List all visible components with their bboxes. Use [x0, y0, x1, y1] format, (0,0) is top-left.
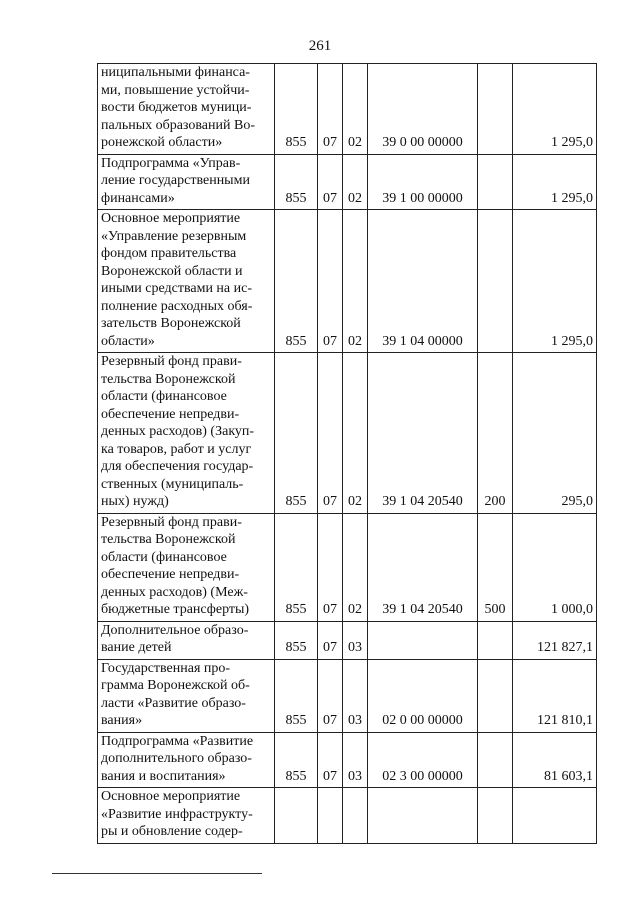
- item-name-line: вание детей: [101, 640, 172, 655]
- grbs-cell: 855: [275, 64, 318, 155]
- amount-cell: 81 603,1: [513, 732, 597, 788]
- grbs-cell: 855: [275, 513, 318, 621]
- item-name-line: области (финансовое: [101, 389, 227, 404]
- target-article-cell: [368, 788, 478, 844]
- target-article-cell: [368, 621, 478, 659]
- section-cell: 07: [318, 659, 343, 732]
- item-name-line: вания и воспитания»: [101, 768, 226, 784]
- item-name-line: Дополнительное образо-: [101, 622, 249, 638]
- section-cell: 07: [318, 513, 343, 621]
- amount-cell: 121 827,1: [513, 621, 597, 659]
- section-cell: 07: [318, 353, 343, 514]
- item-name-line: ми, повышение устойчи-: [101, 82, 250, 98]
- item-name-line: дополнительного образо-: [101, 751, 252, 766]
- item-name-line: Государственная про-: [101, 660, 231, 676]
- expense-type-cell: [478, 64, 513, 155]
- expense-type-cell: [478, 154, 513, 210]
- item-name-line: денных расходов) (Закуп-: [101, 424, 255, 439]
- amount-cell: [513, 788, 597, 844]
- item-name-line: Резервный фонд прави-: [101, 354, 242, 369]
- table-row: [98, 210, 597, 353]
- item-name-line: Основное мероприятие: [101, 211, 241, 226]
- subsection-cell: 02: [343, 210, 368, 353]
- item-name-line: обеспечение непредви-: [101, 567, 240, 582]
- expense-type-cell: 500: [478, 513, 513, 621]
- item-name-line: Подпрограмма «Управ-: [101, 155, 241, 171]
- expense-type-cell: [478, 210, 513, 353]
- section-cell: 07: [318, 210, 343, 353]
- grbs-cell: 855: [275, 659, 318, 732]
- item-name-cell: [98, 210, 275, 353]
- subsection-cell: 03: [343, 659, 368, 732]
- item-name-line: ласти «Развитие образо-: [101, 695, 246, 711]
- item-name-line: зательств Воронежской: [101, 316, 241, 331]
- item-name-line: полнение расходных обя-: [101, 298, 253, 314]
- item-name-line: обеспечение непредви-: [101, 406, 240, 422]
- table-row: [98, 64, 597, 155]
- section-cell: [318, 788, 343, 844]
- item-name-line: тельства Воронежской: [101, 371, 236, 387]
- item-name-line: Воронежской области и: [101, 263, 243, 279]
- expense-type-cell: [478, 659, 513, 732]
- target-article-cell: 39 1 04 00000: [368, 210, 478, 353]
- subsection-cell: 02: [343, 513, 368, 621]
- item-name-cell: [98, 513, 275, 621]
- item-name-line: ры и обновление содер-: [101, 824, 243, 839]
- item-name-cell: [98, 154, 275, 210]
- item-name-line: финансами»: [101, 190, 175, 206]
- budget-table: [97, 63, 597, 844]
- item-name-cell: [98, 64, 275, 155]
- footnote-separator: [52, 873, 262, 874]
- item-name-line: фондом правительства: [101, 246, 237, 261]
- table-row: [98, 732, 597, 788]
- item-name-cell: [98, 353, 275, 514]
- target-article-cell: 02 3 00 00000: [368, 732, 478, 788]
- grbs-cell: 855: [275, 732, 318, 788]
- expense-type-cell: [478, 621, 513, 659]
- subsection-cell: 02: [343, 64, 368, 155]
- item-name-line: ронежской области»: [101, 135, 223, 150]
- item-name-line: ственных (муниципаль-: [101, 476, 244, 492]
- item-name-cell: [98, 788, 275, 844]
- target-article-cell: 39 1 00 00000: [368, 154, 478, 210]
- expense-type-cell: [478, 788, 513, 844]
- expense-type-cell: 200: [478, 353, 513, 514]
- subsection-cell: 02: [343, 154, 368, 210]
- grbs-cell: 855: [275, 353, 318, 514]
- item-name-line: области»: [101, 333, 155, 349]
- item-name-line: иными средствами на ис-: [101, 281, 253, 296]
- item-name-cell: [98, 732, 275, 788]
- subsection-cell: [343, 788, 368, 844]
- item-name-line: Подпрограмма «Развитие: [101, 733, 254, 749]
- section-cell: 07: [318, 154, 343, 210]
- item-name-line: Резервный фонд прави-: [101, 514, 242, 530]
- item-name-line: «Управление резервным: [101, 228, 247, 244]
- section-cell: 07: [318, 621, 343, 659]
- table-row: [98, 513, 597, 621]
- item-name-line: «Развитие инфраструкту-: [101, 806, 253, 822]
- item-name-line: области (финансовое: [101, 549, 227, 565]
- target-article-cell: 39 1 04 20540: [368, 513, 478, 621]
- grbs-cell: 855: [275, 154, 318, 210]
- item-name-cell: [98, 621, 275, 659]
- target-article-cell: 39 1 04 20540: [368, 353, 478, 514]
- amount-cell: 1 000,0: [513, 513, 597, 621]
- item-name-line: денных расходов) (Меж-: [101, 584, 248, 600]
- grbs-cell: [275, 788, 318, 844]
- page-number: 261: [308, 38, 332, 54]
- subsection-cell: 02: [343, 353, 368, 514]
- amount-cell: 121 810,1: [513, 659, 597, 732]
- amount-cell: 1 295,0: [513, 64, 597, 155]
- table-row: [98, 353, 597, 514]
- amount-cell: 295,0: [513, 353, 597, 514]
- item-name-line: бюджетные трансферты): [101, 602, 250, 617]
- item-name-line: Основное мероприятие: [101, 789, 241, 804]
- amount-cell: 1 295,0: [513, 210, 597, 353]
- item-name-cell: [98, 659, 275, 732]
- grbs-cell: 855: [275, 210, 318, 353]
- table-row: [98, 788, 597, 844]
- item-name-line: вания»: [101, 713, 143, 728]
- budget-table-body: [98, 64, 597, 844]
- table-row: [98, 659, 597, 732]
- item-name-line: для обеспечения государ-: [101, 459, 254, 474]
- subsection-cell: 03: [343, 732, 368, 788]
- item-name-line: ниципальными финанса-: [101, 65, 250, 80]
- target-article-cell: 39 0 00 00000: [368, 64, 478, 155]
- section-cell: 07: [318, 732, 343, 788]
- item-name-line: ка товаров, работ и услуг: [101, 441, 252, 457]
- item-name-line: ных) нужд): [101, 494, 169, 509]
- expense-type-cell: [478, 732, 513, 788]
- target-article-cell: 02 0 00 00000: [368, 659, 478, 732]
- amount-cell: 1 295,0: [513, 154, 597, 210]
- table-row: [98, 621, 597, 659]
- item-name-line: тельства Воронежской: [101, 532, 236, 547]
- table-row: [98, 154, 597, 210]
- grbs-cell: 855: [275, 621, 318, 659]
- item-name-line: пальных образований Во-: [101, 117, 255, 133]
- item-name-line: грамма Воронежской об-: [101, 678, 250, 693]
- subsection-cell: 03: [343, 621, 368, 659]
- item-name-line: вости бюджетов муници-: [101, 100, 252, 115]
- section-cell: 07: [318, 64, 343, 155]
- item-name-line: ление государственными: [101, 173, 250, 188]
